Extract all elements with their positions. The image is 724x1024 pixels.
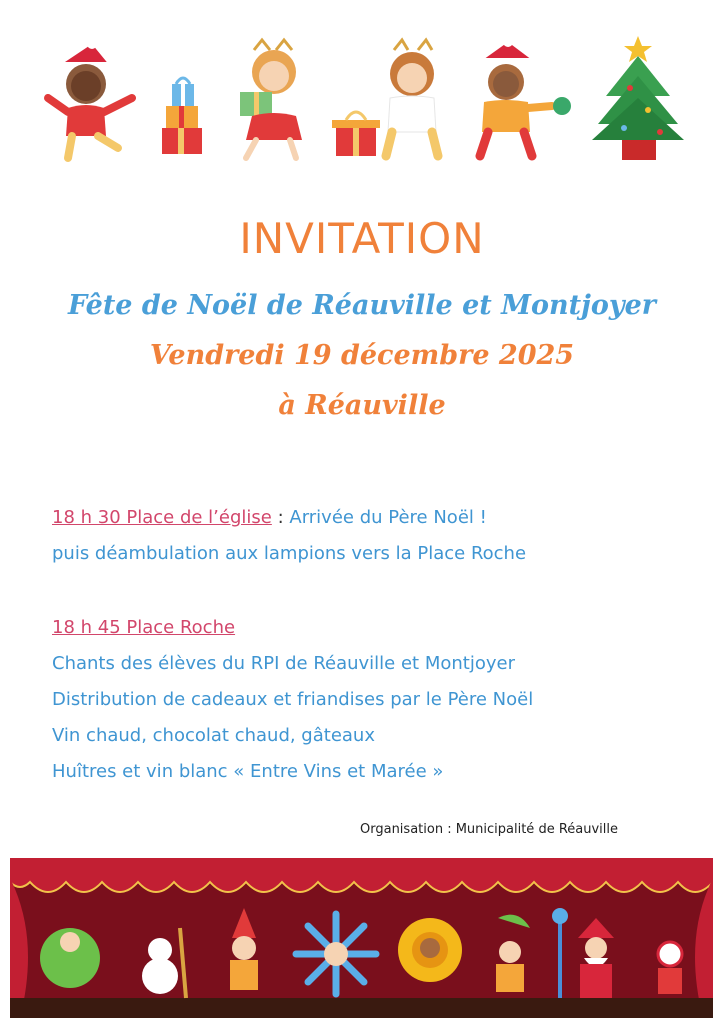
kid-reindeer-antlers-illustration <box>386 40 438 156</box>
kids-christmas-svg <box>40 36 690 166</box>
program-separator: : <box>271 507 290 528</box>
stage-svg <box>10 858 713 1018</box>
program-block-2 <box>52 610 533 790</box>
program-line: Vin chaud, chocolat chaud, gâteaux <box>52 725 375 746</box>
program-block-1-header <box>52 500 526 536</box>
christmas-tree-illustration <box>592 36 684 160</box>
program-time-2: 18 h 45 Place Roche <box>52 617 236 638</box>
organisation-credit: Organisation : Municipalité de Réauville <box>360 822 619 837</box>
gift-stack-illustration <box>162 78 202 154</box>
kid-with-ornament-illustration <box>478 37 571 156</box>
kids-christmas-illustration <box>40 36 690 166</box>
kid-santa-hat-illustration <box>48 39 132 158</box>
program-block-2-header <box>52 610 533 646</box>
stage-illustration <box>10 858 713 1018</box>
event-date: Vendredi 19 décembre 2025 <box>149 340 575 371</box>
event-subtitle: Fête de Noël de Réauville et Montjoyer <box>67 290 657 321</box>
program-line: Chants des élèves du RPI de Réauville et Montjoyer <box>52 653 515 674</box>
event-place: à Réauville <box>278 390 446 421</box>
gift-box-illustration <box>332 112 380 156</box>
program-block-1 <box>52 500 526 572</box>
kid-with-gift-illustration <box>240 40 302 158</box>
program-time-1: 18 h 30 Place de l’église <box>52 507 272 528</box>
program-line: Distribution de cadeaux et friandises par le Père Noël <box>52 689 534 710</box>
invitation-title: INVITATION <box>239 214 485 263</box>
program-line: puis déambulation aux lampions vers la Place Roche <box>52 543 527 564</box>
program-arrival-text: Arrivée du Père Noël ! <box>289 507 487 528</box>
program-line: Huîtres et vin blanc « Entre Vins et Marée » <box>52 761 444 782</box>
